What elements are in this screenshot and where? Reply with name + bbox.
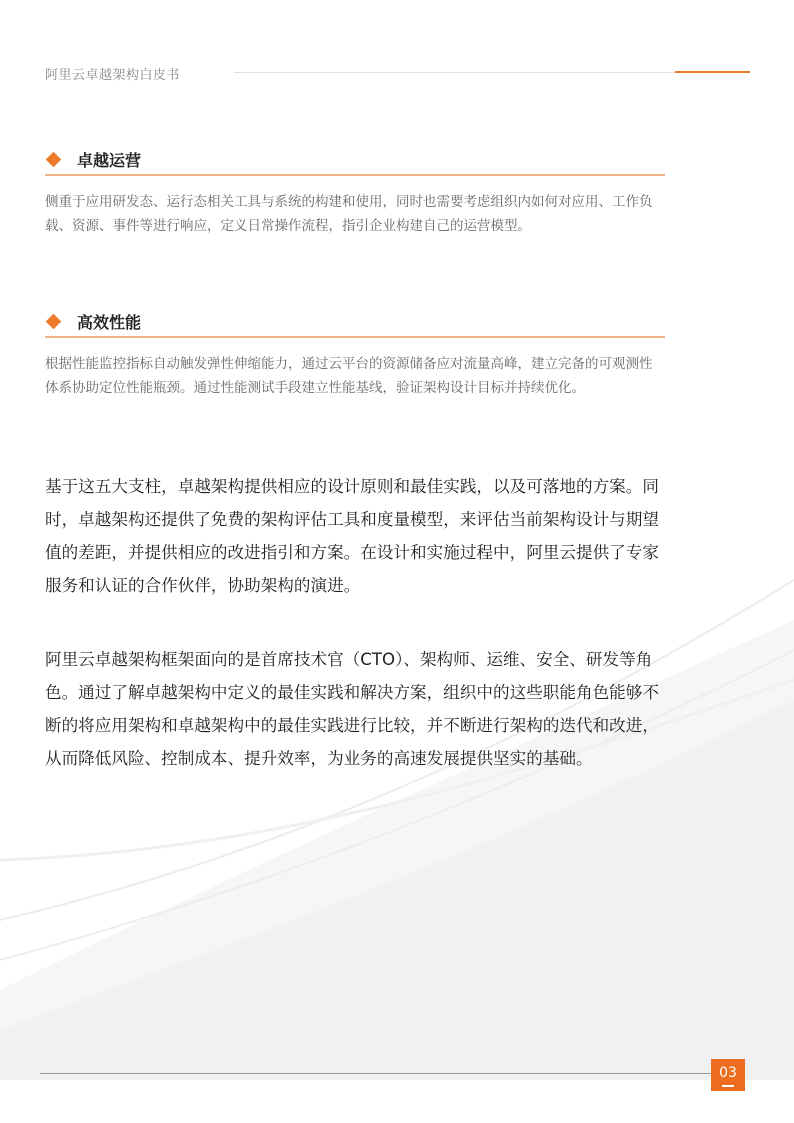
section-body: 根据性能监控指标自动触发弹性伸缩能力，通过云平台的资源储备应对流量高峰，建立完备的可观测性体系协助定位性能瓶颈。通过性能测试手段建立性能基线，验证架构设计目标并持续优化。 [45,356,653,396]
page-number-underline [722,1085,734,1087]
body-paragraph: 基于这五大支柱，卓越架构提供相应的设计原则和最佳实践，以及可落地的方案。同时，卓越架构还提供了免费的架构评估工具和度量模型，来评估当前架构设计与期望值的差距，并提供相应的改进指引和方案。在设计和实施过程中，阿里云提供了专家服务和认证的合作伙伴，协助架构的演进。 [45,477,659,595]
section-rule [45,174,665,176]
section-rule [45,336,665,338]
footer-divider [40,1073,712,1074]
header-accent-bar [675,71,750,73]
section-operational-excellence [45,148,665,238]
header-divider [234,72,709,73]
page-number: 03 [719,1065,737,1081]
diamond-bullet-icon [46,314,62,330]
page-header [45,62,750,84]
section-title: 卓越运营 [77,151,142,170]
section-heading [45,148,665,178]
background-waves [0,560,794,1080]
section-title: 高效性能 [77,313,142,332]
section-body: 侧重于应用研发态、运行态相关工具与系统的构建和使用，同时也需要考虑组织内如何对应用、工作负载、资源、事件等进行响应，定义日常操作流程，指引企业构建自己的运营模型。 [45,194,653,234]
section-performance-efficiency [45,310,665,400]
body-paragraph: 阿里云卓越架构框架面向的是首席技术官（CTO）、架构师、运维、安全、研发等角色。通过了解卓越架构中定义的最佳实践和解决方案，组织中的这些职能角色能够不断的将应用架构和卓越架构中的最佳实践进行比较，并不断进行架构的迭代和改进，从而降低风险、控制成本、提升效率，为业务的高速发展提供坚实的基础。 [45,650,659,768]
header-title: 阿里云卓越架构白皮书 [45,68,181,83]
diamond-bullet-icon [46,152,62,168]
page-number-badge [711,1059,745,1091]
section-heading [45,310,665,340]
